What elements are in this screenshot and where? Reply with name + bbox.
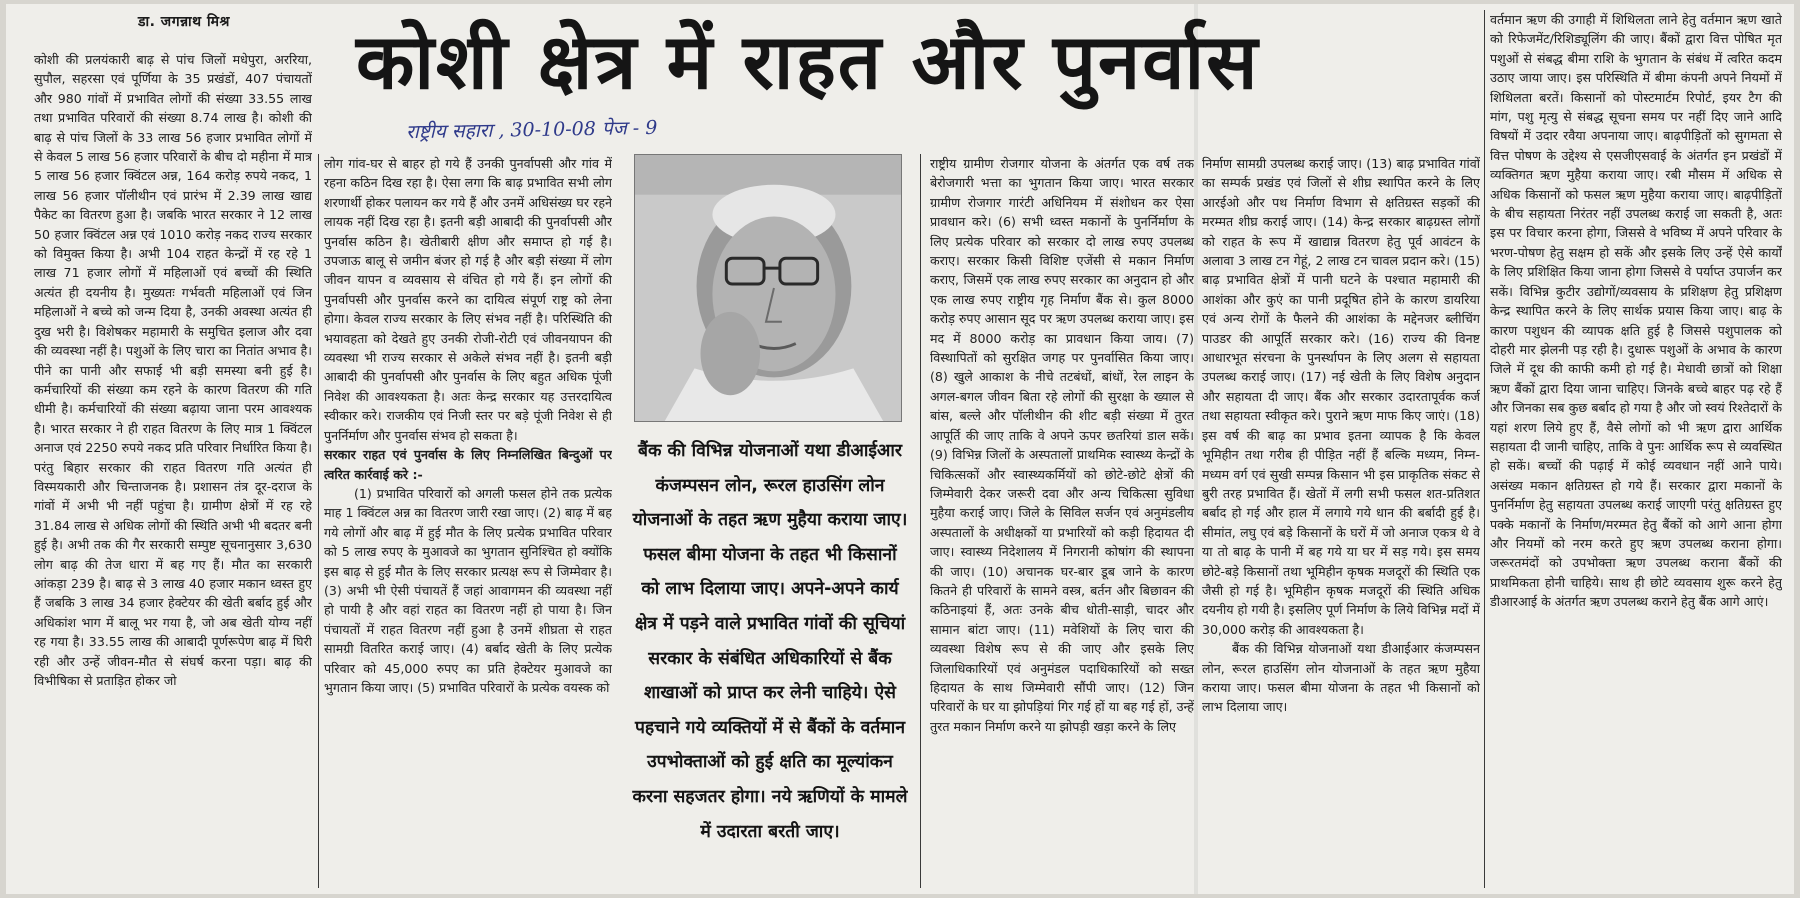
column-2-text-c: (1) प्रभावित परिवारों को अगली फसल होने तक प्रत्येक माह 1 क्विंटल अन्न का वितरण जारी रखा जाए। (2) बाढ़ में बह गये लोगों और बाढ़ में हुई मौत के लिए प्रत्येक प्रभावित परिवार को 5 लाख रुपए के मुआवजे का भुगतान सुनिश्चित हो क्योंकि इस बाढ़ से हुई मौत के लिए सरकार प्रत्यक्ष रूप से जिम्मेवार है। (3) अभी भी ऐसी पंचायतें हैं जहां आवागमन की व्यवस्था नहीं हो पायी है और वहां राहत का वितरण नहीं हो पाया है। जिन पंचायतों में राहत वितरण नहीं हुआ है उनमें शीघ्रता से राहत सामग्री वितरित कराई जाए। (4) बर्बाद खेती के लिए प्रत्येक परिवार को 45,000 रुपए का प्रति हेक्टेयर मुआवजे का भुगतान किया जाए। (5) प्रभावित परिवारों के प्रत्येक वयस्क को: [324, 485, 612, 695]
author-byline: डा. जगन्नाथ मिश्र: [138, 14, 230, 30]
author-photo: [634, 154, 902, 422]
column-2-text-a: लोग गांव-घर से बाहर हो गये हैं उनकी पुनर्वापसी और गांव में रहना कठिन दिख रहा है। ऐसा लगा कि बाढ़ प्रभावित सभी लोग शरणार्थी होकर पलायन कर गये हैं और उनमें अधिसंख्य घर रहने लायक नहीं दिख रहा है। इतनी बड़ी आबादी की पुनर्वापसी और पुनर्वास कठिन है। खेतीबारी क्षीण और समाप्त हो गई है। उपजाऊ बालू से जमीन बंजर हो गई है और बड़ी संख्या में लोग जीवन यापन व व्यवसाय से वंचित हो गये हैं। इन लोगों की पुनर्वापसी और पुनर्वास करने का दायित्व संपूर्ण राष्ट्र को लेना होगा। केवल राज्य सरकार के लिए संभव नहीं है। परिस्थिति की भयावहता को देखते हुए उनकी रोजी-रोटी एवं जीवनयापन की व्यवस्था भी राज्य सरकार से अकेले संभव नहीं है। इतनी बड़ी आबादी की पुनर्वापसी और पुनर्वास के लिए बहुत अधिक पूंजी निवेश की आवश्यकता है। अतः केन्द्र सरकार यह उत्तरदायित्व स्वीकार करे। राजकीय एवं निजी स्तर पर बड़े पूंजी निवेश से ही पुनर्निर्माण और पुनर्वास संभव हो सकता है।: [324, 156, 612, 443]
column-1-text: कोशी की प्रलयंकारी बाढ़ से पांच जिलों मधेपुरा, अररिया, सुपौल, सहरसा एवं पूर्णिया के 35 प्रखंडों, 407 पंचायतों और 980 गांवों में प्रभावित लोगों की संख्या 33.55 लाख तथा प्रभावित परिवारों की संख्या 8.74 लाख है। कोशी की बाढ़ से पांच जिलों के 33 लाख 56 हजार प्रभावित लोगों में से केवल 5 लाख 56 हजार परिवारों के बीच दो महीना में मात्र 5 लाख 56 हजार क्विंटल अन्न, 164 करोड़ रुपये नकद, 1 लाख 56 हजार पॉलीथीन एवं प्रारंभ में 2.39 लाख खाद्य पैकेट का वितरण हुआ है। जबकि भारत सरकार ने 12 लाख 50 हजार क्विंटल अन्न एवं 1010 करोड़ नकद राज्य सरकार को विमुक्त किया है। अभी 104 राहत केन्द्रों में रह रहे 1 लाख 71 हजार लोगों में महिलाओं एवं बच्चों की स्थिति अत्यंत ही दयनीय है। मुख्यतः गर्भवती महिलाओं एवं जिन महिलाओं ने बच्चे को जन्म दिया है, उनकी अवस्था अत्यंत ही दुख भरी है। विशेषकर महामारी के समुचित इलाज और दवा की व्यवस्था नहीं है। पशुओं के लिए चारा का नितांत अभाव है। पीने का पानी और सफाई भी बड़ी समस्या बनी हुई है। कर्मचारियों की संख्या कम रहने के कारण वितरण की गति धीमी है। कर्मचारियों की संख्या बढ़ाया जाना परम आवश्यक है। भारत सरकार ने ही राहत वितरण के लिए मात्र 1 क्विंटल अनाज एवं 2250 रुपये नकद प्रति परिवार निर्धारित किया है। परंतु बिहार सरकार की राहत वितरण गति अत्यंत ही विस्मयकारी और चिन्ताजनक है। प्रशासन तंत्र दूर-दराज के गांवों में अभी भी नहीं पहुंचा है। ग्रामीण क्षेत्रों में रह रहे 31.84 लाख से अधिक लोगों की स्थिति अभी भी बदतर बनी हुई है। अभी तक की गैर सरकारी सम्पुष्ट सूचनानुसार 3,630 लोग बाढ़ की तेज धारा में बह गए हैं। मौत का सरकारी आंकड़ा 239 है। बाढ़ से 3 लाख 40 हजार मकान ध्वस्त हुए हैं जबकि 3 लाख 34 हजार हेक्टेयर की खेती बर्बाद हुई और अधिकांश भाग में बालू भर गया है, जो अब खेती योग्य नहीं रह गया है। 33.55 लाख की आबादी पूर्णरूपेण बाढ़ में घिरी रही और उन्हें जीवन-मौत से संघर्ष करना पड़ा। बाढ़ की विभीषिका से प्रताड़ित होकर जो: [34, 52, 312, 688]
article-column-5: [1202, 154, 1480, 888]
article-column-6: [1490, 10, 1782, 888]
column-divider: [318, 154, 319, 888]
column-divider: [920, 154, 921, 888]
pull-quote: बैंक की विभिन्न योजनाओं यथा डीआईआर कंजम्पसन लोन, रूरल हाउसिंग लोन योजनाओं के तहत ऋण मुहैया कराया जाए। फसल बीमा योजना के तहत भी किसानों को लाभ दिलाया जाए। अपने-अपने कार्य क्षेत्र में पड़ने वाले प्रभावित गांवों की सूचियां सरकार के संबंधित अधिकारियों से बैंक शाखाओं को प्राप्त कर लेनी चाहिये। ऐसे पहचाने गये व्यक्तियों में से बैंकों के वर्तमान उपभोक्ताओं को हुई क्षति का मूल्यांकन करना सहजतर होगा। नये ऋणियों के मामले में उदारता बरती जाए।: [632, 441, 908, 842]
handwritten-source-note: राष्ट्रीय सहारा , 30-10-08 पेज - 9: [405, 116, 658, 144]
article-column-1: [34, 50, 312, 888]
column-divider: [1484, 10, 1485, 888]
column-6-text: वर्तमान ऋण की उगाही में शिथिलता लाने हेतु वर्तमान ऋण खाते को रिफेजमेंट/रिशिड्यूलिंग की जाए। बैंकों द्वारा वित्त पोषित मृत पशुओं से संबद्ध बीमा राशि के भुगतान के संबंध में त्वरित कदम उठाए जाया जाए। इस परिस्थिति में बीमा कंपनी अपने नियमों में शिथिलता बरतें। किसानों को पोस्टमार्टम रिपोर्ट, इयर टैग की मांग, पशु मृत्यु से संबद्ध सूचना समय पर नहीं दिए जाने आदि विषयों में उदार रवैया अपनाया जाए। बाढ़पीड़ितों को सुगमता से वित्त पोषण के उद्देश्य से एसजीएसवाई के अंतर्गत इन प्रखंडों में व्यक्तिगत ऋण मुहैया कराया जाए। रबी मौसम में अधिक से अधिक किसानों को फसल ऋण मुहैया कराया जाए। बाढ़पीड़ितों के बीच सहायता निरंतर नहीं उपलब्ध कराई जा सकती है, अतः इस पर विचार करना होगा, जिससे वे भविष्य में अपने परिवार के भरण-पोषण हेतु सक्षम हो सकें और इसके लिए उन्हें ऐसे कार्यों के लिए प्रशिक्षित किया जाना होगा जिससे वे पर्याप्त उपार्जन कर सकें। विभिन्न कुटीर उद्योगों/व्यवसाय के प्रशिक्षण हेतु प्रशिक्षण केन्द्र स्थापित करने के लिए सार्थक प्रयास किया जाए। बाढ़ के कारण पशुधन की व्यापक क्षति हुई है जिससे पशुपालक को दोहरी मार झेलनी पड़ रही है। दुधारू पशुओं के अभाव के कारण जिले में दूध की काफी कमी हो गई है। मेधावी छात्रों को शिक्षा ऋण बैंकों द्वारा दिया जाना चाहिए। जिनके बच्चे बाहर पढ़ रहे हैं और जिनका सब कुछ बर्बाद हो गया है और जो स्वयं रिश्तेदारों के यहां शरण लिये हुए हैं, वैसे लोगों को भी ऋण द्वारा आर्थिक सहायता दी जानी चाहिए, ताकि वे पुनः आर्थिक रूप से व्यवस्थित हो सकें। बच्चों की पढ़ाई में कोई व्यवधान नहीं आने पाये। असंख्य मकान क्षतिग्रस्त हो गये हैं। सरकार द्वारा मकानों के पुनर्निर्माण हेतु सहायता उपलब्ध कराई जाएगी परंतु क्षतिग्रस्त हुए पक्के मकानों के निर्माण/मरम्मत हेतु बैंकों को आगे आना होगा और नियमों को नरम करते हुए ऋण उपलब्ध कराना होगा। जरूरतमंदों को उपभोक्ता ऋण उपलब्ध कराना बैंकों की प्राथमिकता होनी चाहिये। साथ ही छोटे व्यवसाय शुरू करने हेतु डीआरआई के अंतर्गत ऋण उपलब्ध कराने हेतु बैंक आगे आएं।: [1490, 12, 1782, 610]
article-column-2: [324, 154, 612, 888]
column-5-text-b: बैंक की विभिन्न योजनाओं यथा डीआईआर कंजम्पसन लोन, रूरल हाउसिंग लोन योजनाओं के तहत ऋण मुहैया कराया जाए। फसल बीमा योजना के तहत भी किसानों को लाभ दिलाया जाए।: [1202, 641, 1480, 715]
newspaper-clipping: [6, 4, 1794, 894]
article-column-4: [930, 154, 1194, 888]
portrait-illustration: [635, 155, 901, 421]
column-2-demands-heading: सरकार राहत एवं पुनर्वास के लिए निम्नलिखित बिन्दुओं पर त्वरित कार्रवाई करे :-: [324, 447, 612, 482]
column-4-text: राष्ट्रीय ग्रामीण रोजगार योजना के अंतर्गत एक वर्ष तक बेरोजगारी भत्ता का भुगतान किया जाए। भारत सरकार ग्रामीण रोजगार गारंटी अधिनियम में संशोधन कर ऐसा प्रावधान करे। (6) सभी ध्वस्त मकानों के पुनर्निर्माण के लिए प्रत्येक परिवार को सरकार दो लाख रुपए उपलब्ध कराए। सरकार किसी विशिष्ट एजेंसी से मकान निर्माण कराए, जिसमें एक लाख रुपए सरकार का अनुदान हो और एक लाख रुपए राष्ट्रीय गृह निर्माण बैंक से। कुल 8000 करोड़ रुपए आसान सूद पर ऋण उपलब्ध कराया जाए। इस मद में 8000 करोड़ का प्रावधान किया जाय। (7) विस्थापितों को सुरक्षित जगह पर पुनर्वासित किया जाए। (8) खुले आकाश के नीचे तटबंधों, बांधों, रेल लाइन के अगल-बगल जीवन बिता रहे लोगों की सुरक्षा के ख्याल से बांस, बल्ले और पॉलीथीन की शीट बड़ी संख्या में तुरत आपूर्ति की जाए ताकि वे अपने ऊपर छतरियां डाल सकें। (9) विभिन्न जिलों के अस्पतालों प्राथमिक स्वास्थ्य केन्द्रों के चिकित्सकों और स्वास्थ्यकर्मियों को छोटे-छोटे क्षेत्रों की जिम्मेवारी देकर जरूरी दवा और अन्य चिकित्सा सुविधा मुहैया कराई जाए। जिले के सिविल सर्जन एवं अनुमंडलीय अस्पतालों के अधीक्षकों या प्रभारियों को कड़ी हिदायत दी जाए। स्वास्थ्य निदेशालय में निगरानी कोषांग की स्थापना की जाए। (10) अचानक घर-बार डूब जाने के कारण कितने ही परिवारों के सामने वस्त्र, बर्तन और बिछावन की कठिनाइयां हैं, अतः उनके बीच धोती-साड़ी, चादर और सामान बांटा जाए। (11) मवेशियों के लिए चारा की व्यवस्था विशेष रूप से की जाए और इसके लिए जिलाधिकारियों एवं अनुमंडल पदाधिकारियों को सख्त हिदायत के साथ जिम्मेवारी सौंपी जाए। (12) जिन परिवारों के घर या झोपड़ियां गिर गई हों या बह गई हों, उन्हें तुरत मकान निर्माण करने या झोपड़ी खड़ा करने के लिए: [930, 156, 1194, 734]
column-5-text-a: निर्माण सामग्री उपलब्ध कराई जाए। (13) बाढ़ प्रभावित गांवों का सम्पर्क प्रखंड एवं जिलों से शीघ्र स्थापित करने के लिए आरईओ और पथ निर्माण विभाग से क्षतिग्रस्त सड़कों की मरम्मत शीघ्र कराई जाए। (14) केन्द्र सरकार बाढ़ग्रस्त लोगों को राहत के रूप में खाद्यान्न वितरण हेतु पूर्व आवंटन के अलावा 3 लाख टन गेहूं, 2 लाख टन चावल प्रदान करे। (15) बाढ़ प्रभावित क्षेत्रों में पानी घटने के पश्चात महामारी की आशंका और कुएं का पानी प्रदूषित होने के कारण डायरिया एवं अन्य रोगों के फैलने की आशंका के मद्देनजर ब्लीचिंग पाउडर की आपूर्ति सरकार करे। (16) राज्य की विनष्ट आधारभूत संरचना के पुनर्स्थापन के लिए अलग से सहायता उपलब्ध कराई जाए। (17) नई खेती के लिए विशेष अनुदान और सहायता दी जाए। बैंक और सरकार उदारतापूर्वक कर्ज तथा सहायता स्वीकृत करे। पुराने ऋण माफ किए जाएं। (18) इस वर्ष की बाढ़ का प्रभाव इतना व्यापक है कि केवल भूमिहीन तथा गरीब ही पीड़ित नहीं हैं बल्कि मध्यम, निम्न-मध्यम वर्ग एवं सुखी सम्पन्न किसान भी इस प्राकृतिक संकट से बुरी तरह प्रभावित हैं। खेतों में लगी सभी फसल शत-प्रतिशत बर्बाद हो गई और हाल में लगाये गये धान की बर्बादी हुई है। सीमांत, लघु एवं बड़े किसानों के घरों में जो अनाज एकत्र थे वे या तो बाढ़ के पानी में बह गये या घर में सड़ गये। इस समय छोटे-बड़े किसानों तथा भूमिहीन कृषक मजदूरों की स्थिति एक जैसी हो गई है। भूमिहीन कृषक मजदूरों की स्थिति अधिक दयनीय हो गयी है। इसलिए पूर्ण निर्माण के लिये विभिन्न मदों में 30,000 करोड़ की आवश्यकता है।: [1202, 156, 1480, 637]
headline: कोशी क्षेत्र में राहत और पुनर्वास: [356, 17, 1260, 106]
